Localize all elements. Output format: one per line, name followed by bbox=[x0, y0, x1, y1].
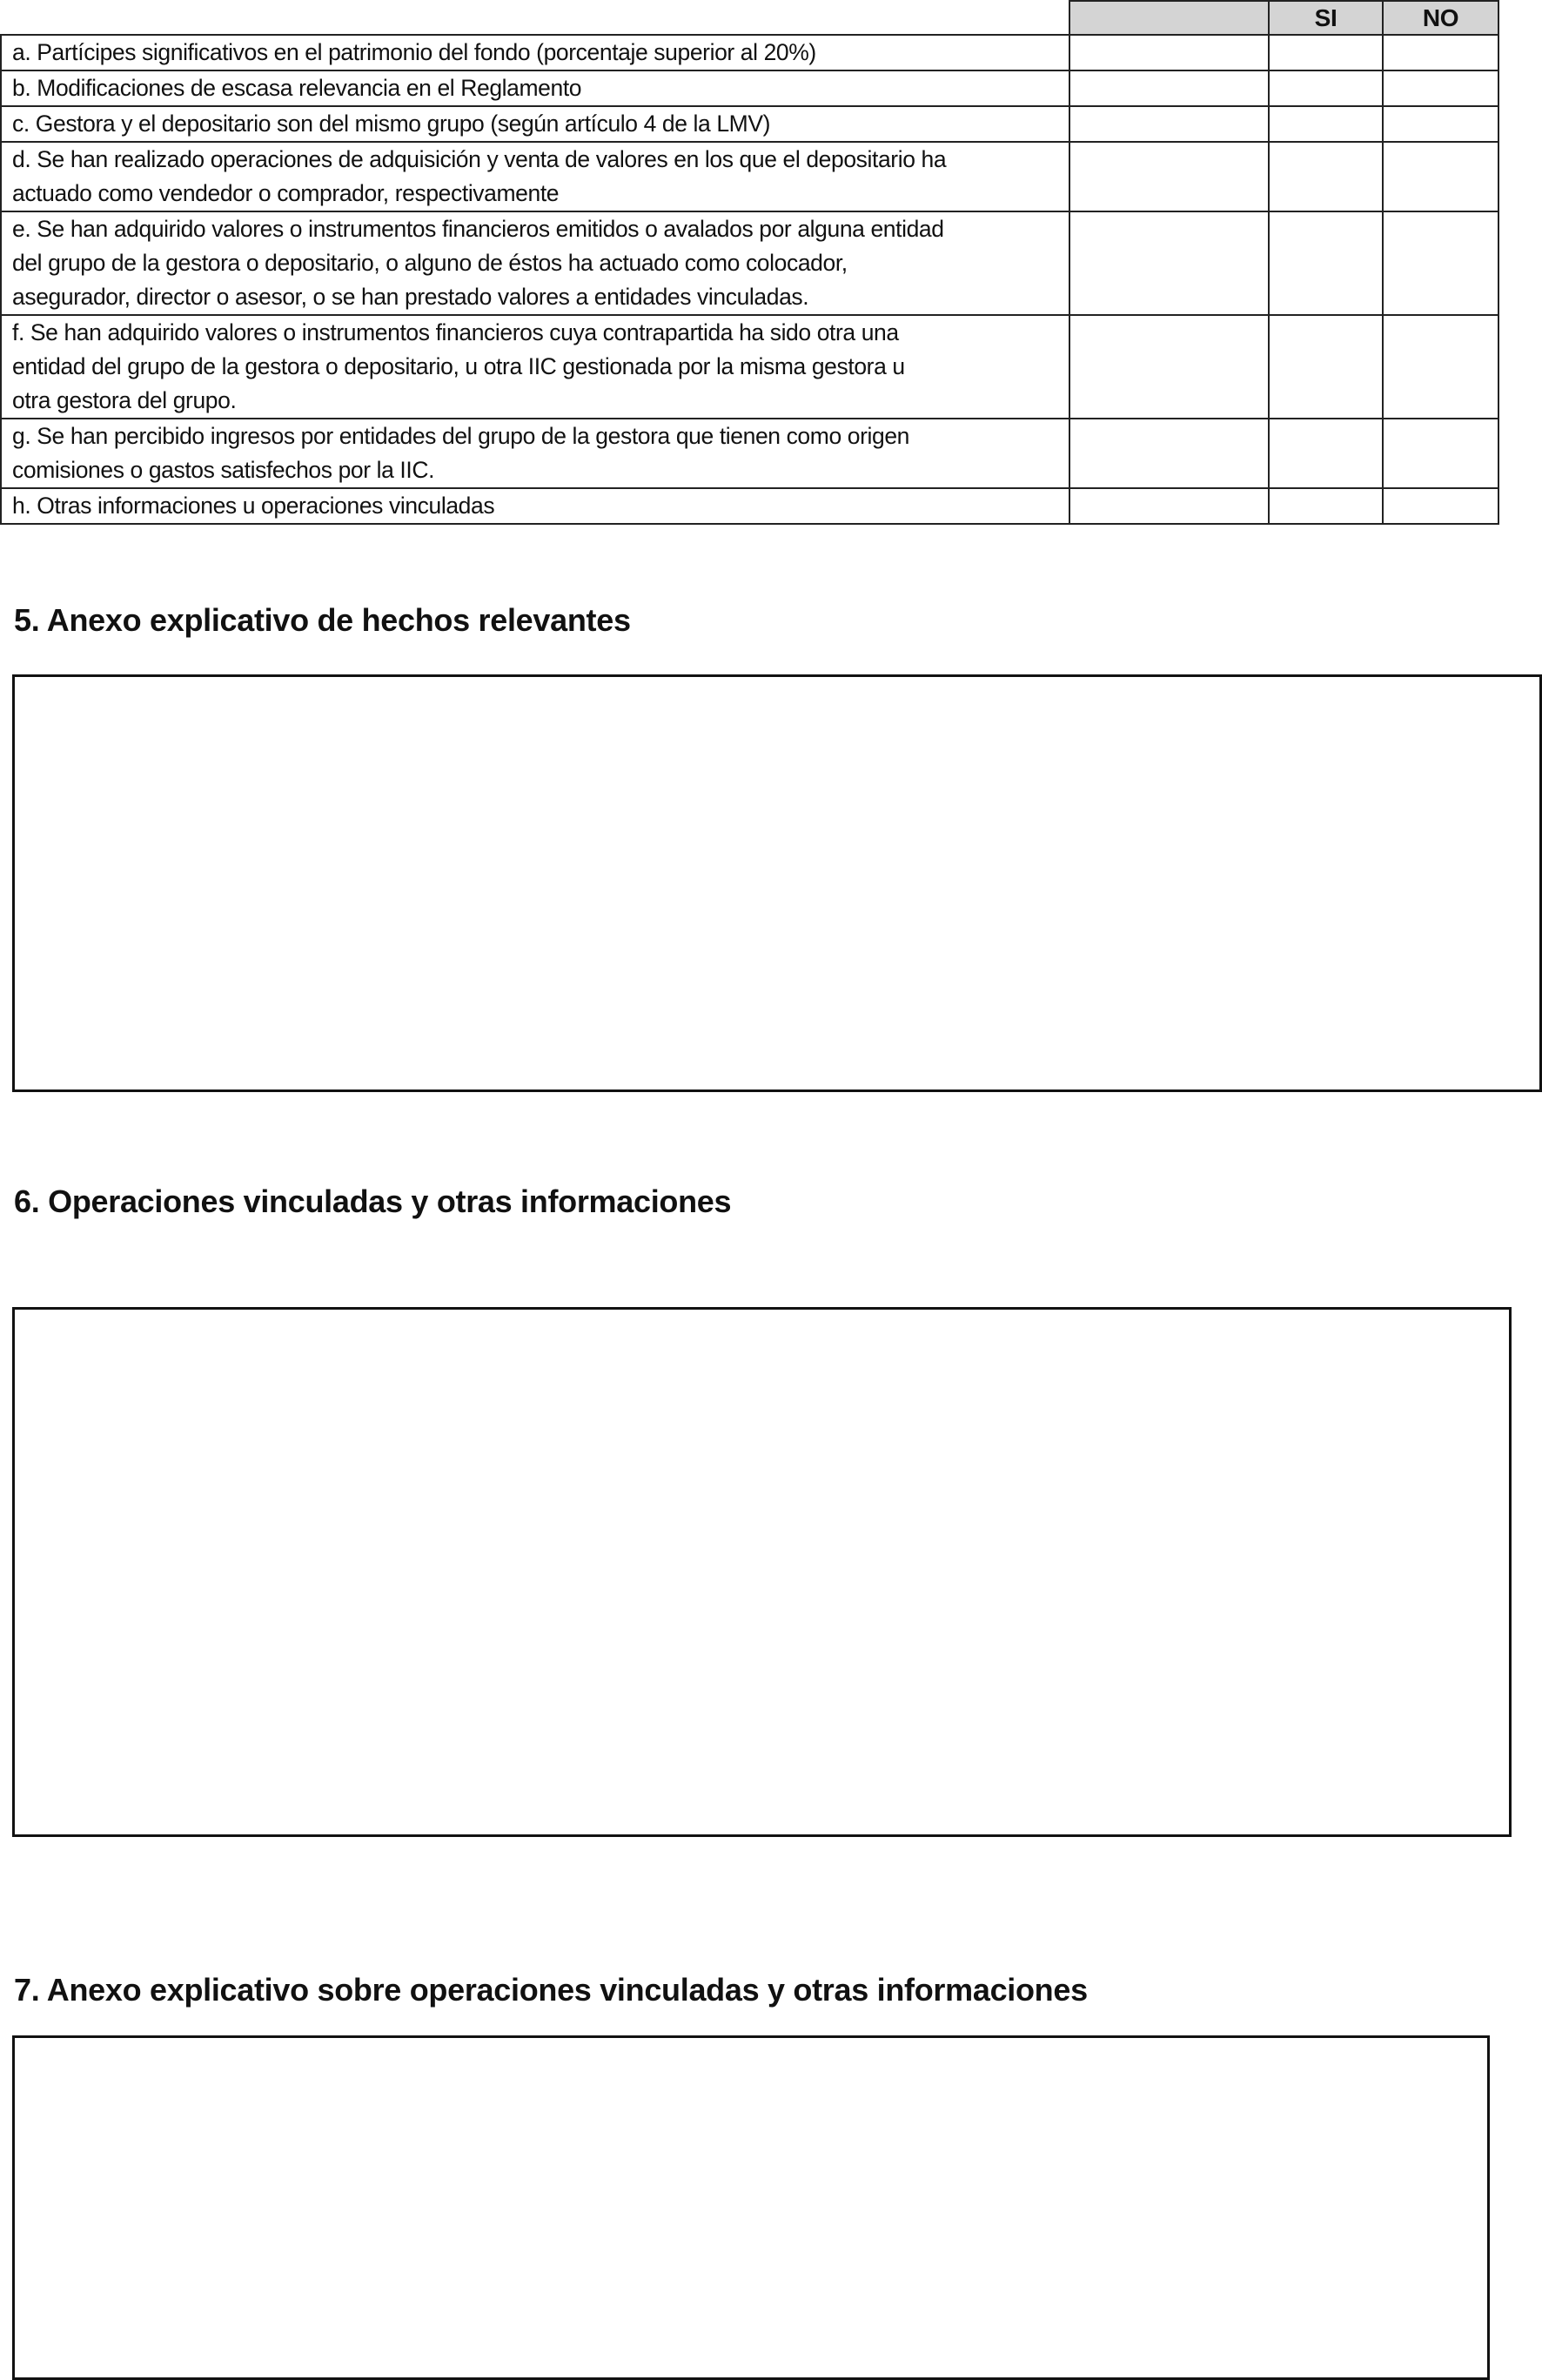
table-row bbox=[1, 211, 1498, 315]
section-5-title: 5. Anexo explicativo de hechos relevantes bbox=[14, 602, 631, 638]
section-5-box bbox=[12, 674, 1542, 1092]
row-b-si bbox=[1269, 70, 1383, 106]
row-h-no bbox=[1383, 488, 1498, 524]
section-6-box bbox=[12, 1307, 1512, 1837]
row-a-text: a. Partícipes significativos en el patrimonio del fondo (porcentaje superior al 20%) bbox=[1, 35, 1069, 70]
row-h-text: h. Otras informaciones u operaciones vinculadas bbox=[1, 488, 1069, 524]
table-row bbox=[1, 35, 1498, 70]
row-a-no bbox=[1383, 35, 1498, 70]
table-header-row bbox=[1, 1, 1498, 35]
row-d-si bbox=[1269, 142, 1383, 211]
related-operations-table bbox=[0, 0, 1499, 525]
row-b-value bbox=[1069, 70, 1269, 106]
row-f-si bbox=[1269, 315, 1383, 419]
row-g-value bbox=[1069, 419, 1269, 488]
row-h-si bbox=[1269, 488, 1383, 524]
row-e-value bbox=[1069, 211, 1269, 315]
row-f-no bbox=[1383, 315, 1498, 419]
row-g-text: g. Se han percibido ingresos por entidades del grupo de la gestora que tienen como origen comisiones o gastos satisfechos por la IIC. bbox=[1, 419, 1069, 488]
row-f-text: f. Se han adquirido valores o instrumentos financieros cuya contrapartida ha sido otra una entidad del grupo de la gestora o depositario, u otra IIC gestionada por la misma gestora u otra gestora del grupo. bbox=[1, 315, 1069, 419]
row-e-text: e. Se han adquirido valores o instrumentos financieros emitidos o avalados por alguna entidad del grupo de la gestora o depositario, o alguno de éstos ha actuado como colocador, asegurador, director o asesor, o se han prestado valores a entidades vinculadas. bbox=[1, 211, 1069, 315]
row-d-value bbox=[1069, 142, 1269, 211]
row-a-value bbox=[1069, 35, 1269, 70]
row-b-text: b. Modificaciones de escasa relevancia en el Reglamento bbox=[1, 70, 1069, 106]
section-7-box bbox=[12, 2035, 1490, 2380]
table-row bbox=[1, 419, 1498, 488]
row-c-value bbox=[1069, 106, 1269, 142]
row-e-no bbox=[1383, 211, 1498, 315]
row-h-value bbox=[1069, 488, 1269, 524]
row-d-text: d. Se han realizado operaciones de adquisición y venta de valores en los que el depositario ha actuado como vendedor o comprador, respectivamente bbox=[1, 142, 1069, 211]
table-row bbox=[1, 142, 1498, 211]
section-6-title: 6. Operaciones vinculadas y otras informaciones bbox=[14, 1183, 732, 1219]
row-g-no bbox=[1383, 419, 1498, 488]
header-si: SI bbox=[1269, 1, 1383, 35]
row-b-no bbox=[1383, 70, 1498, 106]
header-no: NO bbox=[1383, 1, 1498, 35]
table-row bbox=[1, 315, 1498, 419]
header-blank-cell bbox=[1, 1, 1069, 35]
row-c-no bbox=[1383, 106, 1498, 142]
section-7-title: 7. Anexo explicativo sobre operaciones vinculadas y otras informaciones bbox=[14, 1972, 1088, 2008]
row-g-si bbox=[1269, 419, 1383, 488]
header-shaded-cell bbox=[1069, 1, 1269, 35]
table-row bbox=[1, 106, 1498, 142]
row-a-si bbox=[1269, 35, 1383, 70]
row-c-si bbox=[1269, 106, 1383, 142]
row-d-no bbox=[1383, 142, 1498, 211]
table-row bbox=[1, 70, 1498, 106]
row-c-text: c. Gestora y el depositario son del mismo grupo (según artículo 4 de la LMV) bbox=[1, 106, 1069, 142]
table-row bbox=[1, 488, 1498, 524]
row-e-si bbox=[1269, 211, 1383, 315]
row-f-value bbox=[1069, 315, 1269, 419]
